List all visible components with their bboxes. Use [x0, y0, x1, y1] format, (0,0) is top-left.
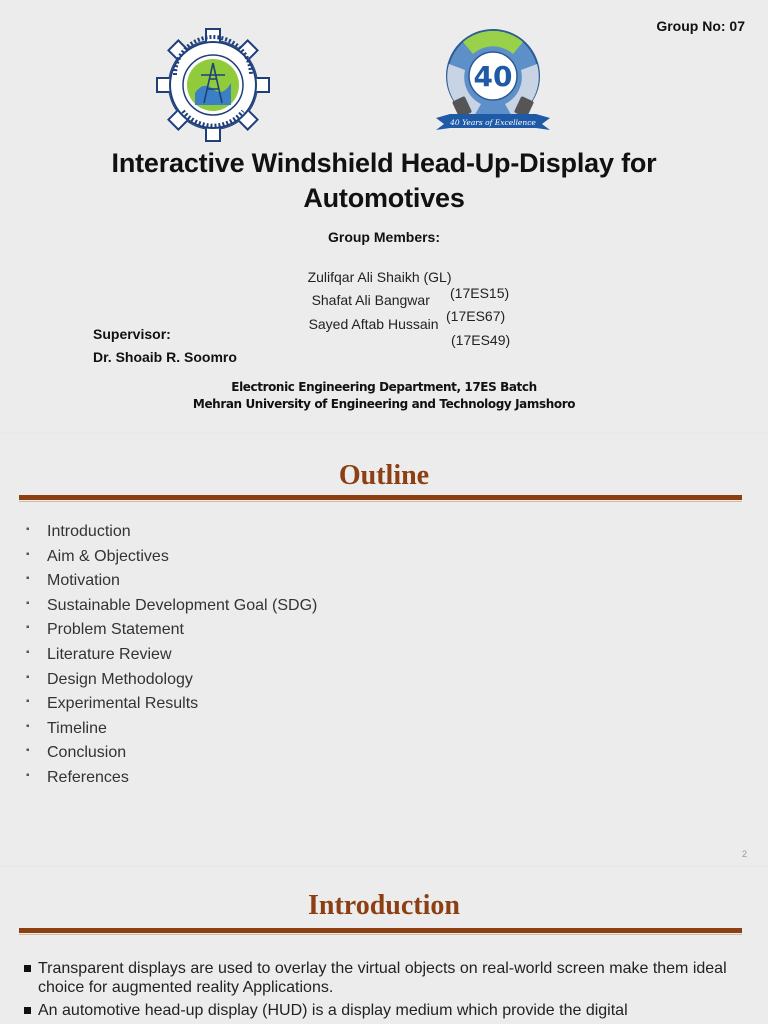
department-40-years-logo-icon — [430, 24, 556, 140]
title-line-1: Interactive Windshield Head-Up-Display for — [111, 148, 657, 178]
title-line-2: Automotives — [303, 183, 465, 213]
bullet-icon: ▪ — [26, 548, 30, 560]
bullet-icon: ▪ — [26, 745, 30, 757]
bullet-icon: ▪ — [26, 646, 30, 658]
bullet-icon: ▪ — [26, 524, 30, 535]
member-name: Sayed Aftab Hussain — [308, 316, 439, 332]
introduction-list — [24, 959, 744, 1024]
heading-rule-thin — [19, 501, 742, 502]
square-bullet-icon — [24, 1007, 31, 1014]
member-id: (17ES15) — [450, 285, 510, 301]
university-line: Mehran University of Engineering and Technology Jamshoro — [192, 397, 576, 411]
page-number: 2 — [741, 849, 747, 859]
bullet-icon: ▪ — [26, 622, 30, 634]
outline-heading: Outline — [338, 460, 430, 491]
bullet-icon: ▪ — [26, 769, 30, 781]
bullet-icon: ▪ — [26, 696, 30, 708]
group-number: Group No: 07 — [656, 18, 745, 34]
presentation-title — [0, 146, 768, 216]
heading-rule — [19, 928, 742, 933]
outline-slide: Outline ▪ Introduction ▪ Aim & Objectives ▪ Motivation ▪ Sustainable Development Goal (SDG) ▪ Problem Statement ▪ Literature Review ▪ Design Methodology ▪ Experimental Results ▪ Timeline ▪ Conclusion ▪ References 2 — [0, 434, 768, 865]
supervisor-label: Supervisor: — [93, 326, 171, 342]
introduction-heading: Introduction — [308, 890, 460, 921]
square-bullet-icon — [24, 965, 31, 972]
bullet-icon: ▪ — [26, 671, 30, 683]
group-members-heading: Group Members: — [327, 229, 440, 245]
logo-40-text: 40 — [473, 60, 513, 93]
member-id: (17ES49) — [451, 332, 511, 348]
member-name: Shafat Ali Bangwar — [311, 292, 430, 308]
introduction-slide — [0, 867, 768, 1024]
heading-rule-thin — [19, 934, 742, 935]
intro-bullet-item: An automotive head-up display (HUD) is a display medium which provide the digital — [24, 1001, 744, 1020]
title-slide — [0, 0, 768, 432]
bullet-icon: ▪ — [26, 720, 30, 732]
bullet-icon: ▪ — [26, 573, 30, 585]
department-line: Electronic Engineering Department, 17ES Batch — [231, 380, 537, 394]
member-name: Zulifqar Ali Shaikh (GL) — [307, 269, 452, 285]
supervisor-name: Dr. Shoaib R. Soomro — [93, 349, 237, 365]
logo-ribbon-text: 40 Years of Excellence — [450, 118, 536, 127]
intro-bullet-item: Transparent displays are used to overlay the virtual objects on real-world screen make them ideal choice for augmented reality Applications. — [24, 959, 744, 997]
university-gear-logo-icon — [156, 28, 270, 142]
bullet-icon: ▪ — [26, 597, 30, 609]
heading-rule — [19, 495, 742, 500]
member-id: (17ES67) — [446, 308, 506, 324]
